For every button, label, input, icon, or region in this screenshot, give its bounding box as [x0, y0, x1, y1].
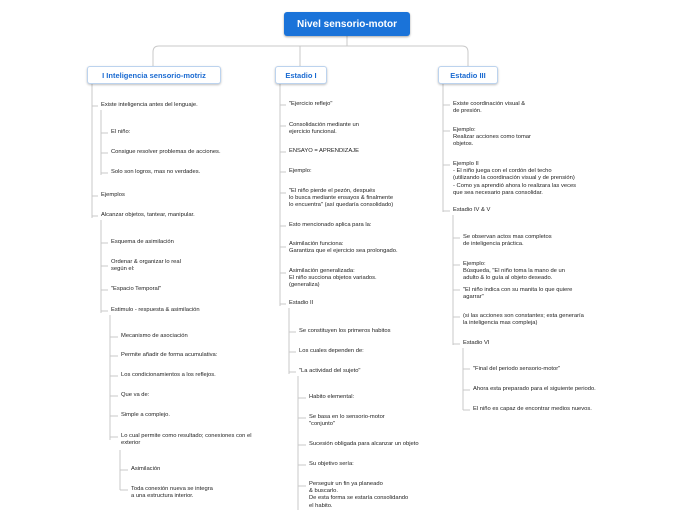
topic-node[interactable]: Consolidación mediante un ejercicio funcional. — [289, 122, 359, 136]
topic-node[interactable]: Ejemplo: — [289, 168, 312, 174]
topic-node[interactable]: "El niño indica con su manita lo que quiere agarrar" — [463, 287, 573, 301]
topic-node[interactable]: Habito elemental: — [309, 394, 355, 400]
topic-node[interactable]: "Ejercicio reflejo" — [289, 101, 333, 107]
topic-node[interactable]: Su objetivo sería: — [309, 461, 354, 467]
topic-node[interactable]: Los cuales dependen de: — [299, 348, 364, 354]
topic-node[interactable]: Mecanismo de asociación — [121, 333, 188, 339]
topic-node[interactable]: Esquema de asimilación — [111, 239, 174, 245]
topic-node[interactable]: Esto mencionado aplica para la: — [289, 222, 372, 228]
root-topic[interactable]: Nivel sensorio-motor — [284, 12, 410, 36]
topic-node[interactable]: Asimilación generalizada: El niño succiona objetos variados. (generaliza) — [289, 268, 377, 289]
branch-estadio-iii[interactable]: Estadio III — [438, 66, 498, 84]
topic-node[interactable]: Se observan actos mas completos de inteligencia práctica. — [463, 234, 552, 248]
topic-node[interactable]: Se constituyen los primeros habitos — [299, 328, 391, 334]
topic-node[interactable]: (si las acciones son constantes; esta generaría la inteligencia mas compleja) — [463, 313, 584, 327]
topic-node[interactable]: Existe inteligencia antes del lenguaje. — [101, 102, 198, 108]
topic-node[interactable]: Consigue resolver problemas de acciones. — [111, 149, 221, 155]
topic-node[interactable]: El niño es capaz de encontrar medios nuevos. — [473, 406, 592, 412]
topic-node[interactable]: Ejemplos — [101, 192, 125, 198]
topic-node[interactable]: Ejemplo: Realizar acciones como tomar objetos. — [453, 127, 531, 148]
topic-node[interactable]: Ahora esta preparado para el siguiente periodo. — [473, 386, 596, 392]
topic-node[interactable]: "Espacio Temporal" — [111, 286, 162, 292]
topic-node[interactable]: "Final del periodo sensorio-motor" — [473, 366, 561, 372]
topic-node[interactable]: Estadio IV & V — [453, 207, 491, 213]
branch-inteligencia-sensorio-motriz[interactable]: I Inteligencia sensorio-motriz — [87, 66, 221, 84]
topic-node[interactable]: Simple a complejo. — [121, 412, 170, 418]
topic-node[interactable]: Lo cual permite como resultado; conexiones con el exterior — [121, 433, 252, 447]
topic-node[interactable]: Asimilación — [131, 466, 161, 472]
topic-node[interactable]: Estadio II — [289, 300, 314, 306]
topic-node[interactable]: Permite añadir de forma acumulativa: — [121, 352, 218, 358]
topic-node[interactable]: Los condicionamientos a los reflejos. — [121, 372, 216, 378]
topic-node[interactable]: Sucesión obligada para alcanzar un objeto — [309, 441, 419, 447]
topic-node[interactable]: Estadio VI — [463, 340, 490, 346]
topic-node[interactable]: Ordenar & organizar lo real según el: — [111, 259, 181, 273]
topic-node[interactable]: Que va de: — [121, 392, 150, 398]
topic-node[interactable]: Asimilación funciona: Garantiza que el ejercicio sea prolongado. — [289, 241, 398, 255]
topic-node[interactable]: Perseguir un fin ya planeado & buscarlo. De esta forma se estaría consolidando el habito. — [309, 481, 409, 509]
topic-node[interactable]: Toda conexión nueva se integra a una estructura interior. — [131, 486, 213, 500]
topic-node[interactable]: Solo son logros, mas no verdades. — [111, 169, 201, 175]
topic-node[interactable]: Estimulo - respuesta & asimilación — [111, 307, 200, 313]
topic-node[interactable]: Existe coordinación visual & de presión. — [453, 101, 526, 115]
topic-node[interactable]: ENSAYO = APRENDIZAJE — [289, 148, 359, 154]
topic-node[interactable]: Ejemplo II - El niño juega con el cordón del techo (utilizando la coordinación visual y de prensión) - Como ya aprendió ahora lo realizara las veces que sea necesario para consolidar. — [453, 161, 577, 196]
topic-node[interactable]: Ejemplo: Búsqueda, "El niño toma la mano de un adulto & lo guía al objeto deseado. — [463, 261, 565, 282]
topic-node[interactable]: Se basa en lo sensorio-motor "conjunto" — [309, 414, 385, 428]
topic-node[interactable]: El niño: — [111, 129, 131, 135]
topic-node[interactable]: "El niño pierde el pezón, después lo busca mediante ensayos & finalmente lo encuentra" (así quedaría consolidado) — [289, 188, 394, 209]
topic-node[interactable]: Alcanzar objetos, tantear, manipular. — [101, 212, 195, 218]
branch-estadio-i[interactable]: Estadio I — [275, 66, 327, 84]
topic-node[interactable]: "La actividad del sujeto" — [299, 368, 361, 374]
